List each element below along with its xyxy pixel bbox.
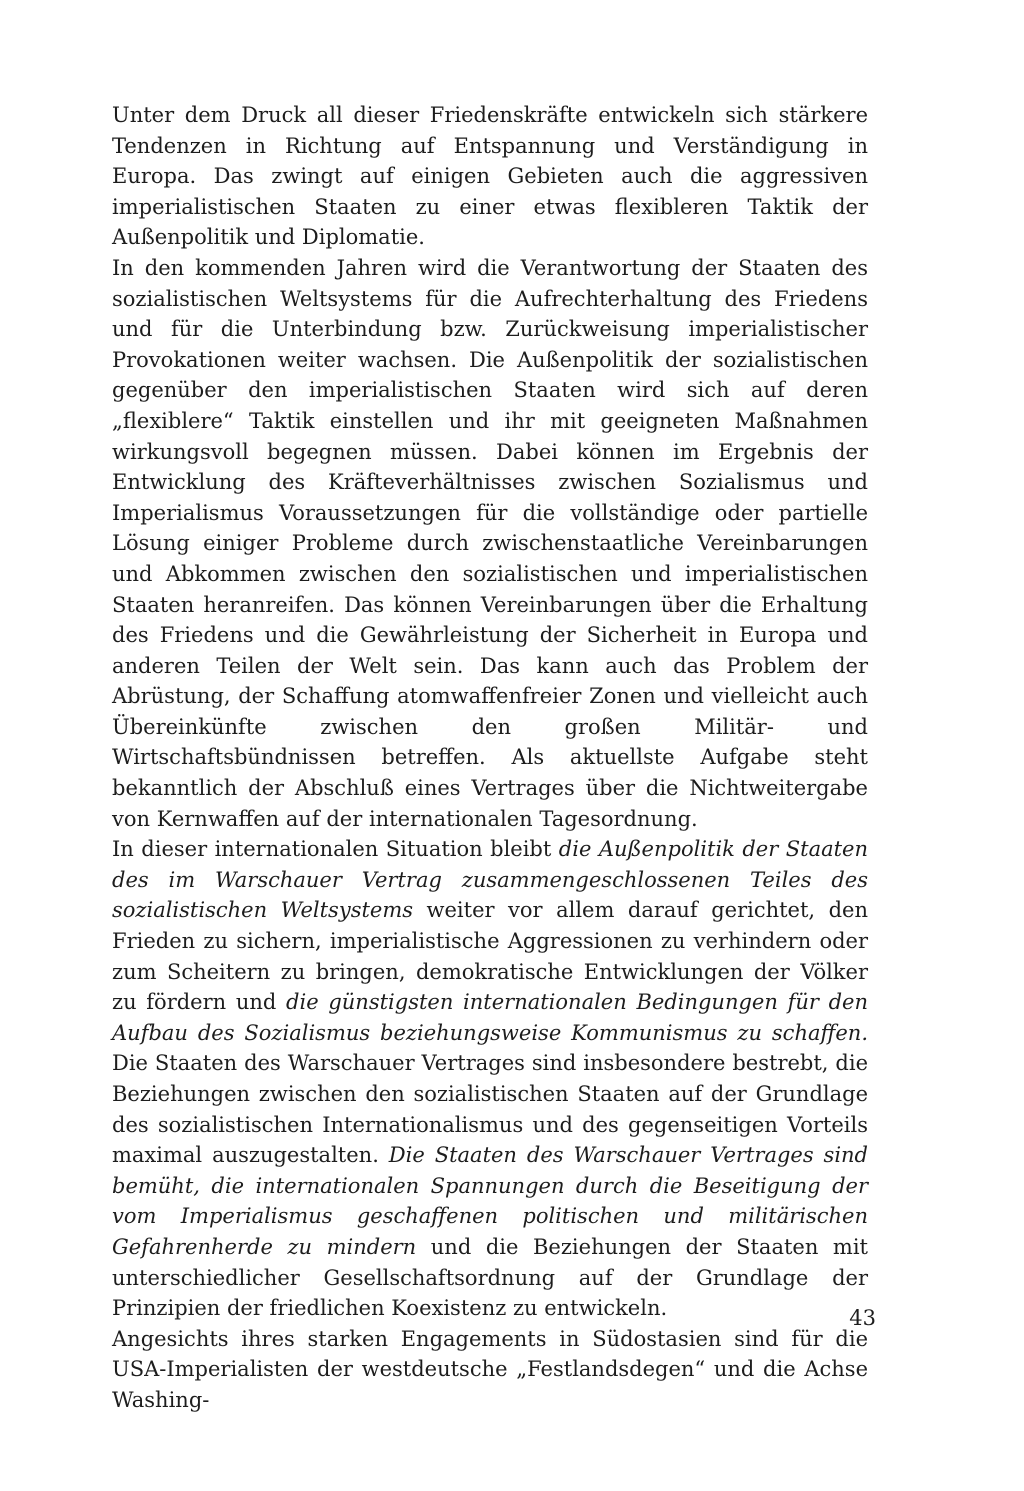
paragraph-3-text-2: weiter vor allem darauf gerichtet, den Frieden zu sichern, imperialistische Aggressionen zu verhindern oder zum Scheitern zu bringen, demokratische Entwicklungen der Völker zu fördern und: [112, 898, 868, 1015]
paragraph-3-text-1: In dieser internationalen Situation bleibt: [112, 837, 559, 862]
paragraph-3: [112, 834, 868, 1324]
paragraph-3-text-3: Die Staaten des Warschauer Vertrages sind insbesondere bestrebt, die Beziehungen zwischen den sozialistischen Staaten auf der Grundlage des sozialistischen Internationalismus und des gegenseitigen Vorteils maximal auszugestalten.: [112, 1051, 868, 1168]
paragraph-4: [112, 1324, 868, 1416]
paragraph-1-text: Unter dem Druck all dieser Friedenskräfte entwickeln sich stärkere Tendenzen in Richtung auf Entspannung und Verständigung in Europa. Das zwingt auf einigen Gebieten auch die aggressiven imperialistischen Staaten zu einer etwas flexibleren Taktik der Außenpolitik und Diplomatie.: [112, 103, 868, 250]
page-number: 43: [849, 1306, 876, 1330]
paragraph-1: [112, 100, 868, 253]
paragraph-3-text-4: und die Beziehungen der Staaten mit unterschiedlicher Gesellschaftsordnung auf der Grundlage der Prinzipien der friedlichen Koexistenz zu entwickeln.: [112, 1234, 868, 1321]
paragraph-3-emphasis-1: die Außenpolitik der Staaten des im Warschauer Vertrag zusammengeschlossenen Teiles des sozialistischen Weltsystems: [112, 837, 868, 923]
paragraph-4-text: Angesichts ihres starken Engagements in Südostasien sind für die USA-Imperialisten der westdeutsche „Festlandsdegen“ und die Achse Washing-: [112, 1326, 868, 1412]
paragraph-2: [112, 253, 868, 834]
body-text: [112, 100, 868, 1416]
paragraph-3-emphasis-2: die günstigsten internationalen Bedingungen für den Aufbau des Sozialismus beziehungsweise Kommunismus zu schaffen.: [112, 990, 868, 1045]
paragraph-2-text: In den kommenden Jahren wird die Verantwortung der Staaten des sozialistischen Weltsystems für die Aufrechterhaltung des Friedens und für die Unterbindung bzw. Zurückweisung imperialistischer Provokationen weiter wachsen. Die Außenpolitik der sozialistischen gegenüber den imperialistischen Staaten wird sich auf deren „flexiblere“ Taktik einstellen und ihr mit geeigneten Maßnahmen wirkungsvoll begegnen müssen. Dabei können im Ergebnis der Entwicklung des Kräfteverhältnisses zwischen Sozialismus und Imperialismus Voraussetzungen für die vollständige oder partielle Lösung einiger Probleme durch zwischenstaatliche Vereinbarungen und Abkommen zwischen den sozialistischen und imperialistischen Staaten heranreifen. Das können Vereinbarungen über die Erhaltung des Friedens und die Gewährleistung der Sicherheit in Europa und anderen Teilen der Welt sein. Das kann auch das Problem der Abrüstung, der Schaffung atomwaffenfreier Zonen und vielleicht auch Übereinkünfte zwischen den großen Militär- und Wirtschaftsbündnissen betreffen. Als aktuellste Aufgabe steht bekanntlich der Abschluß eines Vertrages über die Nichtweitergabe von Kernwaffen auf der internationalen Tagesordnung.: [112, 255, 868, 831]
paragraph-3-emphasis-3: Die Staaten des Warschauer Vertrages sind bemüht, die internationalen Spannungen durch die Beseitigung der vom Imperialismus geschaffenen politischen und militärischen Gefahrenherde zu mindern: [112, 1143, 868, 1259]
